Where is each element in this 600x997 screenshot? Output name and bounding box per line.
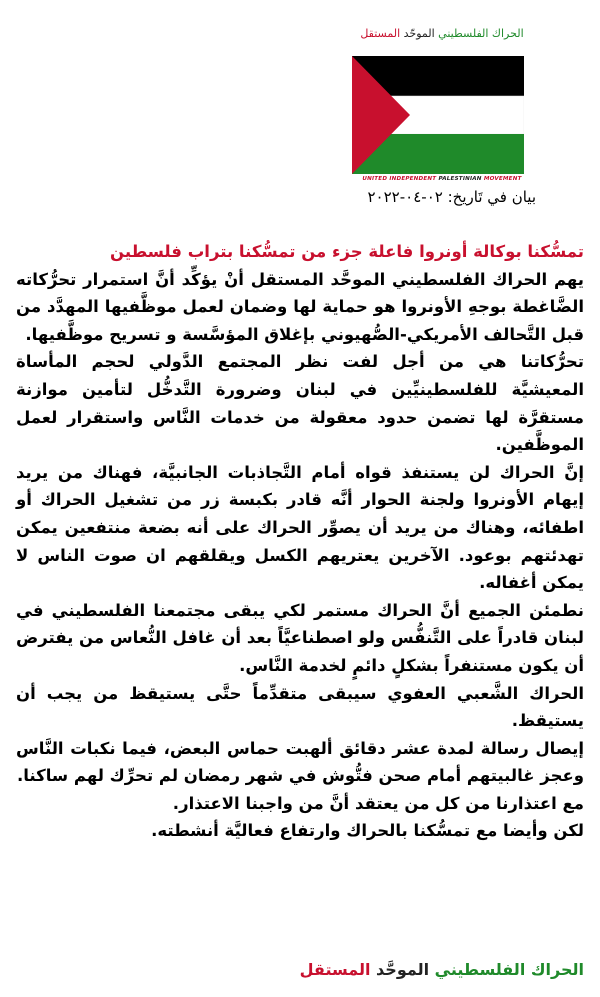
paragraph: مع اعتذارنا من كل من يعتقد أنَّ من واجبنا الاعتذار. — [172, 793, 584, 813]
org-name-green: الحراك الفلسطيني — [438, 27, 524, 40]
org-name-black: الموحّد — [400, 27, 439, 40]
logo-caption-part1: UNITED INDEPENDENT — [362, 176, 439, 182]
logo-caption — [347, 176, 537, 182]
logo-caption-part2: PALESTINIAN — [438, 176, 484, 182]
statement-title: تمسُّكنا بوكالة أونروا فاعلة جزء من تمسُّكنا بتراب فلسطين — [109, 242, 584, 261]
logo-caption-part3: MOVEMENT — [483, 176, 522, 182]
organization-header — [347, 26, 537, 186]
paragraph: نطمئن الجميع أنَّ الحراك مستمر لكي يبقى مجتمعنا الفلسطيني في لبنان قادراً على التَّنفُّس ولو اصطناعيَّاً بعد أن غافل النُّعاس من يفترض أن يكون مستنفراً بشكلٍ دائمٍ لخدمة النَّاس. — [16, 600, 584, 675]
paragraph: لكن وأيضا مع تمسُّكنا بالحراك وارتفاع فعاليَّة أنشطته. — [151, 821, 584, 841]
signature-black: الموحَّد — [370, 960, 435, 979]
palestinian-flag-logo — [352, 56, 524, 174]
paragraph: إيصال رسالة لمدة عشر دقائق ألهبت حماس البعض، فيما نكبات النَّاس وعجز غالبيتهم أمام صحن فتُّوش في شهر رمضان لم تحرِّك لهم ساكنا. — [16, 738, 584, 786]
signature-red: المستقل — [299, 960, 371, 979]
paragraph: الحراك الشَّعبي العفوي سيبقى متقدِّماً حتَّى يستيقظ من يجب أن يستيقظ. — [16, 683, 584, 731]
signature-green: الحراك الفلسطيني — [434, 960, 584, 979]
org-name-red: المستقل — [360, 27, 401, 40]
paragraph: تحرُّكاتنا هي من أجل لفت نظر المجتمع الدَّولي لحجم المأساة المعيشيَّة للفلسطينيِّين في لبنان وضرورة التَّدخُّل لتأمين موازنة مستقرَّة لها تضمن حدود معقولة من خدمات النَّاس واستقرار لعمل الموظَّفين. — [16, 352, 584, 455]
statement-body — [16, 238, 584, 845]
signature — [300, 960, 584, 979]
organization-name — [347, 26, 537, 42]
paragraph: إنَّ الحراك لن يستنفذ قواه أمام التَّجاذبات الجانبيَّة، فهناك من يريد إيهام الأونروا ولجنة الحوار أنَّه قادر بكبسة زر من تشغيل الحراك أو اطفائه، وهناك من يريد أن يصوِّر الحراك على أنه بضعة منتفعين يمكن تهدئتهم بوعود. الآخرين يعتريهم الكسل ويقلقهم ان صوت الناس لا يمكن أغفاله. — [16, 462, 584, 593]
paragraph: يهم الحراك الفلسطيني الموحَّد المستقل أنْ يؤكِّد أنَّ استمرار تحرُّكاته الضَّاغطة بوجهِ الأونروا هو حماية لها وضمان لعمل موظَّفيها المهدَّد من قبل التَّحالف الأمريكي-الصُّهيوني بإغلاق المؤسَّسة و تسريح موظَّفيها. — [16, 269, 584, 344]
statement-date: بيان في تَاريخ: ٠٢-٠٤-٢٠٢٢ — [367, 188, 536, 206]
